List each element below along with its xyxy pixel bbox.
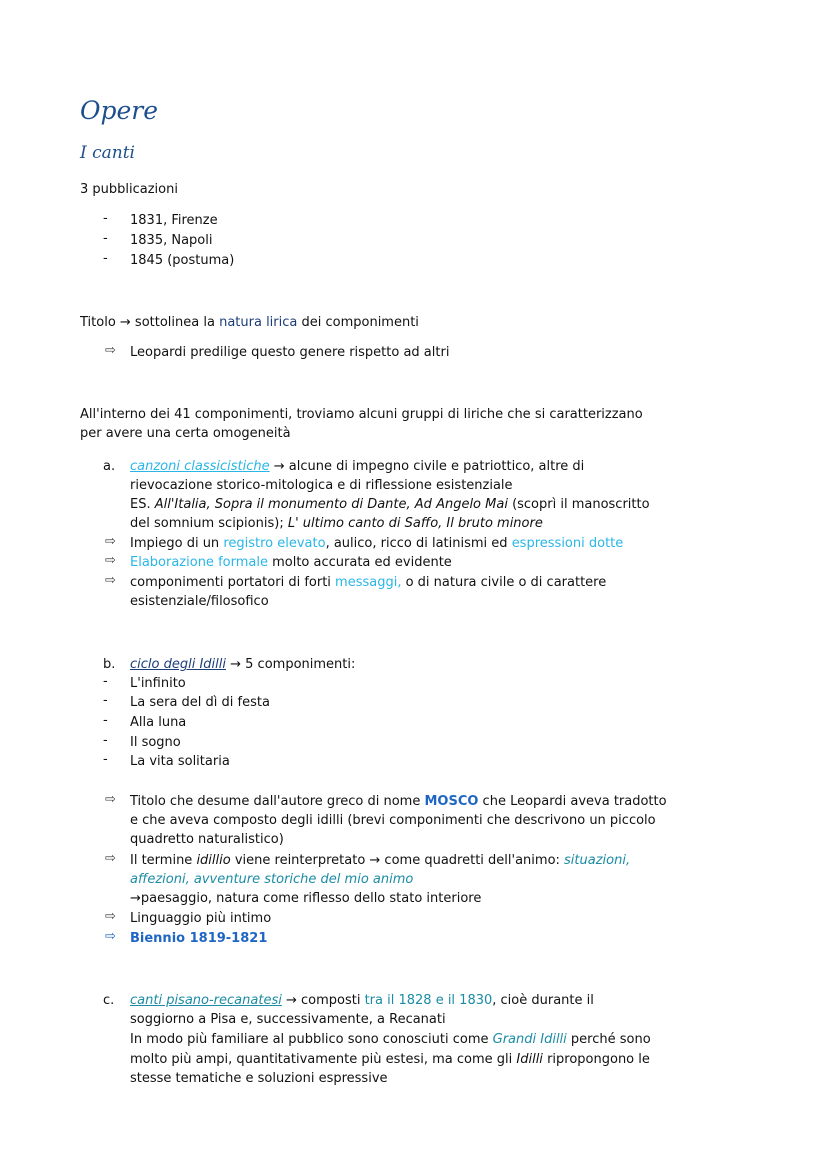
bullet-text-mid: viene reinterpretato → come quadretti dell'animo: bbox=[230, 853, 565, 868]
es-titles: All'Italia, Sopra il monumento di Dante, Ad Angelo Mai bbox=[154, 497, 508, 512]
outlined-right-arrow-icon: ⇨ bbox=[105, 851, 116, 866]
section-c-text: In modo più familiare al pubblico sono conosciuti come bbox=[130, 1032, 493, 1047]
page-title: Opere bbox=[80, 96, 159, 125]
section-c-text: → composti bbox=[281, 993, 365, 1008]
highlight-elaborazione-formale: Elaborazione formale bbox=[130, 555, 268, 570]
section-c-line-2: soggiorno a Pisa e, successivamente, a Recanati bbox=[130, 1012, 446, 1027]
highlight-natura-lirica: natura lirica bbox=[219, 315, 298, 330]
section-b-bullet-1-line-2: e che aveva composto degli idilli (brevi componimenti che descrivono un piccolo bbox=[130, 813, 656, 828]
section-letter-a: a. bbox=[103, 459, 116, 474]
quote-affezioni: affezioni, avventure storiche del mio animo bbox=[130, 872, 414, 887]
section-a-bullet-2 bbox=[130, 553, 452, 572]
es-note-2: del somnium scipionis); bbox=[130, 516, 288, 531]
list-item: 1831, Firenze bbox=[130, 213, 218, 228]
section-c-line-1 bbox=[130, 991, 594, 1010]
section-c-line-4 bbox=[130, 1050, 650, 1069]
section-b-bullet-4: Biennio 1819-1821 bbox=[130, 931, 268, 946]
quote-situazioni: situazioni, bbox=[564, 853, 631, 868]
bullet-text-end: che Leopardi aveva tradotto bbox=[478, 794, 667, 809]
term-canzoni-classicistiche: canzoni classicistiche bbox=[130, 459, 270, 474]
section-c-text: molto più ampi, quantitativamente più estesi, ma come gli bbox=[130, 1052, 517, 1067]
dash-bullet-icon: - bbox=[103, 733, 108, 748]
term-idilli: Idilli bbox=[516, 1052, 543, 1067]
section-c-line-3 bbox=[130, 1030, 651, 1049]
bullet-text-mid: , aulico, ricco di latinismi ed bbox=[325, 536, 512, 551]
section-a-text: → alcune di impegno civile e patriottico, altre di bbox=[269, 459, 585, 474]
outlined-right-arrow-icon: ⇨ bbox=[105, 573, 116, 588]
es-label: ES. bbox=[130, 497, 155, 512]
section-c-text-end: ripropongono le bbox=[542, 1052, 650, 1067]
term-ciclo-idilli: ciclo degli Idilli bbox=[130, 657, 226, 672]
section-c-line-5: stesse tematiche e soluzioni espressive bbox=[130, 1071, 388, 1086]
highlight-mosco: MOSCO bbox=[424, 794, 479, 809]
section-a-bullet-3 bbox=[130, 573, 606, 592]
outlined-right-arrow-icon: ⇨ bbox=[105, 792, 116, 807]
bullet-text: Il termine bbox=[130, 853, 197, 868]
section-a-line-2: rievocazione storico-mitologica e di riflessione esistenziale bbox=[130, 478, 513, 493]
section-c-text-end: perché sono bbox=[566, 1032, 651, 1047]
section-a-bullet-1 bbox=[130, 534, 623, 553]
section-b-bullet-1 bbox=[130, 792, 667, 811]
section-letter-c: c. bbox=[103, 993, 115, 1008]
section-b-bullet-2 bbox=[130, 851, 630, 870]
section-c-text-end: , cioè durante il bbox=[492, 993, 594, 1008]
bullet-text: Impiego di un bbox=[130, 536, 224, 551]
section-letter-b: b. bbox=[103, 657, 116, 672]
outlined-right-arrow-icon: ⇨ bbox=[105, 909, 116, 924]
section-b-bullet-1-line-3: quadretto naturalistico) bbox=[130, 832, 284, 847]
term-canti-pisano-recanatesi: canti pisano-recanatesi bbox=[130, 993, 282, 1008]
dash-bullet-icon: - bbox=[103, 211, 108, 226]
list-item: Il sogno bbox=[130, 735, 181, 750]
bullet-text-end: o di natura civile o di carattere bbox=[401, 575, 607, 590]
outlined-right-arrow-icon: ⇨ bbox=[105, 929, 116, 944]
intro-line-1: All'interno dei 41 componimenti, troviamo alcuni gruppi di liriche che si caratterizzano bbox=[80, 407, 643, 422]
dash-bullet-icon: - bbox=[103, 674, 108, 689]
term-grandi-idilli: Grandi Idilli bbox=[492, 1032, 567, 1047]
highlight-espressioni-dotte: espressioni dotte bbox=[511, 536, 624, 551]
titolo-text: Titolo → sottolinea la bbox=[80, 315, 220, 330]
pubblicazioni-heading: 3 pubblicazioni bbox=[80, 182, 178, 197]
section-a-bullet-3-line-2: esistenziale/filosofico bbox=[130, 594, 269, 609]
section-subtitle: I canti bbox=[80, 143, 135, 163]
outlined-right-arrow-icon: ⇨ bbox=[105, 534, 116, 549]
list-item: La sera del dì di festa bbox=[130, 695, 270, 710]
titolo-text-end: dei componimenti bbox=[297, 315, 419, 330]
intro-line-2: per avere una certa omogeneità bbox=[80, 426, 291, 441]
dash-bullet-icon: - bbox=[103, 752, 108, 767]
es-note: (scoprì il manoscritto bbox=[507, 497, 650, 512]
dash-bullet-icon: - bbox=[103, 713, 108, 728]
outlined-right-arrow-icon: ⇨ bbox=[105, 343, 116, 358]
bullet-text: Titolo che desume dall'autore greco di nome bbox=[130, 794, 425, 809]
list-item: La vita solitaria bbox=[130, 754, 230, 769]
section-b-text: → 5 componimenti: bbox=[226, 657, 356, 672]
section-a-examples-2 bbox=[130, 514, 543, 533]
bullet-text: molto accurata ed evidente bbox=[267, 555, 452, 570]
section-b-bullet-2-line-3: →paesaggio, natura come riflesso dello stato interiore bbox=[130, 891, 482, 906]
list-item: 1835, Napoli bbox=[130, 233, 213, 248]
outlined-right-arrow-icon: ⇨ bbox=[105, 553, 116, 568]
titolo-arrow-text: Leopardi predilige questo genere rispetto ad altri bbox=[130, 345, 450, 360]
list-item: L'infinito bbox=[130, 676, 186, 691]
term-idillio: idillio bbox=[196, 853, 231, 868]
list-item: Alla luna bbox=[130, 715, 187, 730]
highlight-registro-elevato: registro elevato bbox=[223, 536, 326, 551]
dash-bullet-icon: - bbox=[103, 231, 108, 246]
list-item: 1845 (postuma) bbox=[130, 253, 235, 268]
highlight-messaggi: messaggi, bbox=[335, 575, 402, 590]
es-titles-2: L' ultimo canto di Saffo, Il bruto minore bbox=[287, 516, 543, 531]
section-b-bullet-3: Linguaggio più intimo bbox=[130, 911, 272, 926]
highlight-date-range: tra il 1828 e il 1830 bbox=[364, 993, 493, 1008]
section-a-examples bbox=[130, 495, 650, 514]
dash-bullet-icon: - bbox=[103, 251, 108, 266]
titolo-line bbox=[80, 313, 419, 332]
section-b-line-1 bbox=[130, 655, 355, 674]
dash-bullet-icon: - bbox=[103, 693, 108, 708]
bullet-text: componimenti portatori di forti bbox=[130, 575, 336, 590]
section-a-line-1 bbox=[130, 457, 584, 476]
